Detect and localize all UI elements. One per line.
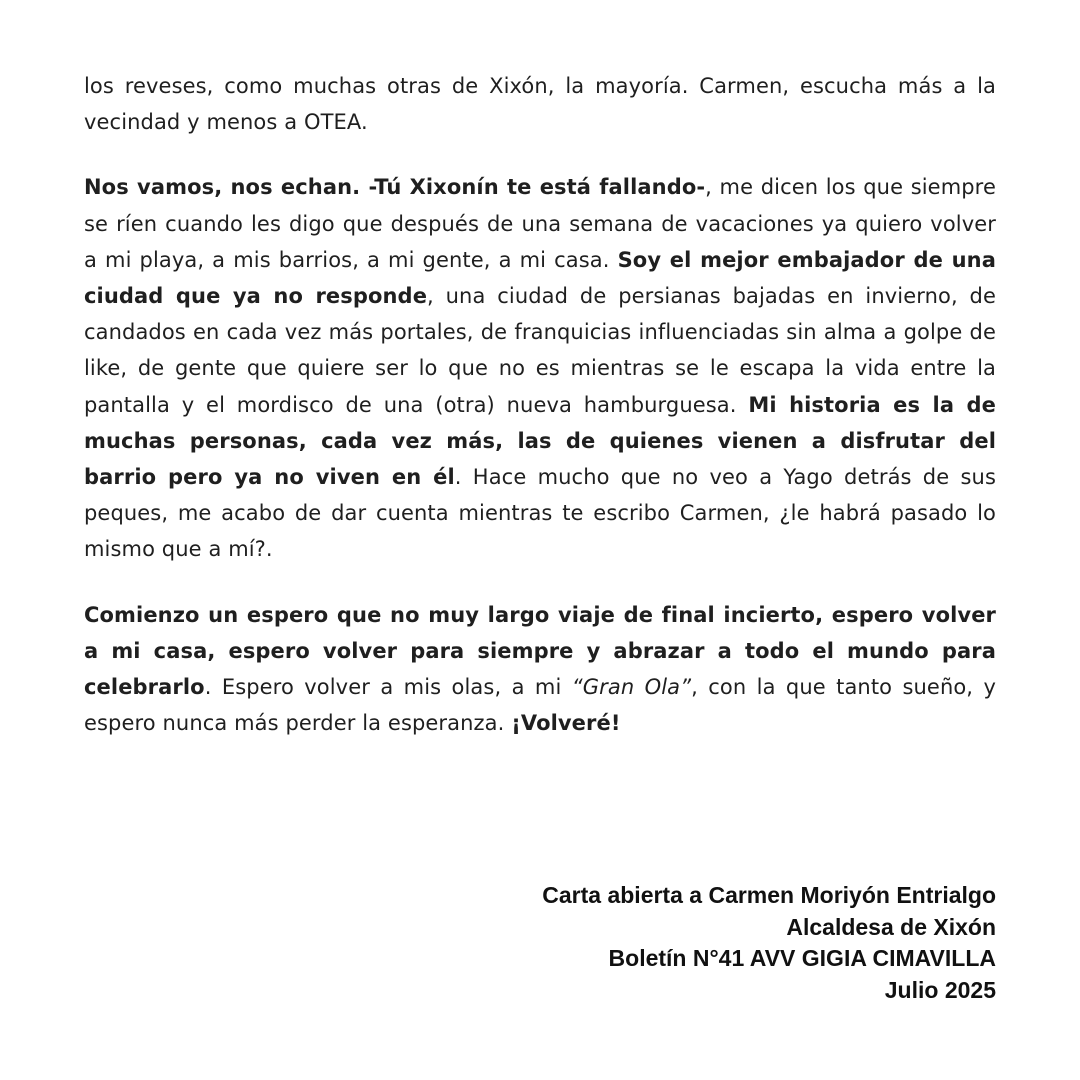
emphasis-text: Soy el mejor embajador de una ciudad que ya no responde xyxy=(84,247,996,309)
paragraph-1 xyxy=(84,68,996,140)
paragraph-text: , me dicen los que siempre se ríen cuando les digo que después de una semana de vacaciones ya quiero volver a mi playa, a mis barrios, a mi gente, a mi casa. xyxy=(84,175,996,272)
italic-text: “Gran Ola” xyxy=(571,675,692,700)
paragraph-text: los reveses, como muchas otras de Xixón, la mayoría. Carmen, escucha más a la vecindad y menos a OTEA. xyxy=(84,74,996,135)
paragraph-2 xyxy=(84,169,996,567)
paragraph-3 xyxy=(84,597,996,742)
paragraph-text: . Hace mucho que no veo a Yago detrás de sus peques, me acabo de dar cuenta mientras te escribo Carmen, ¿le habrá pasado lo mismo que a mí?. xyxy=(84,465,996,562)
closing-exclamation: ¡Volveré! xyxy=(511,711,621,736)
signature-recipient-role: Alcaldesa de Xixón xyxy=(786,913,996,940)
emphasis-text: Nos vamos, nos echan. -Tú Xixonín te está fallando- xyxy=(84,175,706,200)
emphasis-text: Comienzo un espero que no muy largo viaje de final incierto, espero volver a mi casa, espero volver para siempre y abrazar a todo el mundo para celebrarlo xyxy=(84,602,996,700)
paragraph-text: , una ciudad de persianas bajadas en invierno, de candados en cada vez más portales, de franquicias influenciadas sin alma a golpe de like, de gente que quiere ser lo que no es mientras se le escapa la vida entre la pantalla y el mordisco de una (otra) nueva hamburguesa. xyxy=(84,284,996,417)
signature-date: Julio 2025 xyxy=(884,976,996,1003)
paragraph-text: . Espero volver a mis olas, a mi xyxy=(204,675,572,700)
paragraph-text: , con la que tanto sueño, y espero nunca más perder la esperanza. xyxy=(84,675,996,736)
signature-block xyxy=(542,880,996,1006)
letter-body xyxy=(84,68,996,741)
emphasis-text: Mi historia es la de muchas personas, cada vez más, las de quienes vienen a disfrutar del barrio pero ya no viven en él xyxy=(84,392,996,490)
signature-letter-title: Carta abierta a Carmen Moriyón Entrialgo xyxy=(542,882,996,908)
signature-bulletin: Boletín N°41 AVV GIGIA CIMAVILLA xyxy=(608,945,996,971)
